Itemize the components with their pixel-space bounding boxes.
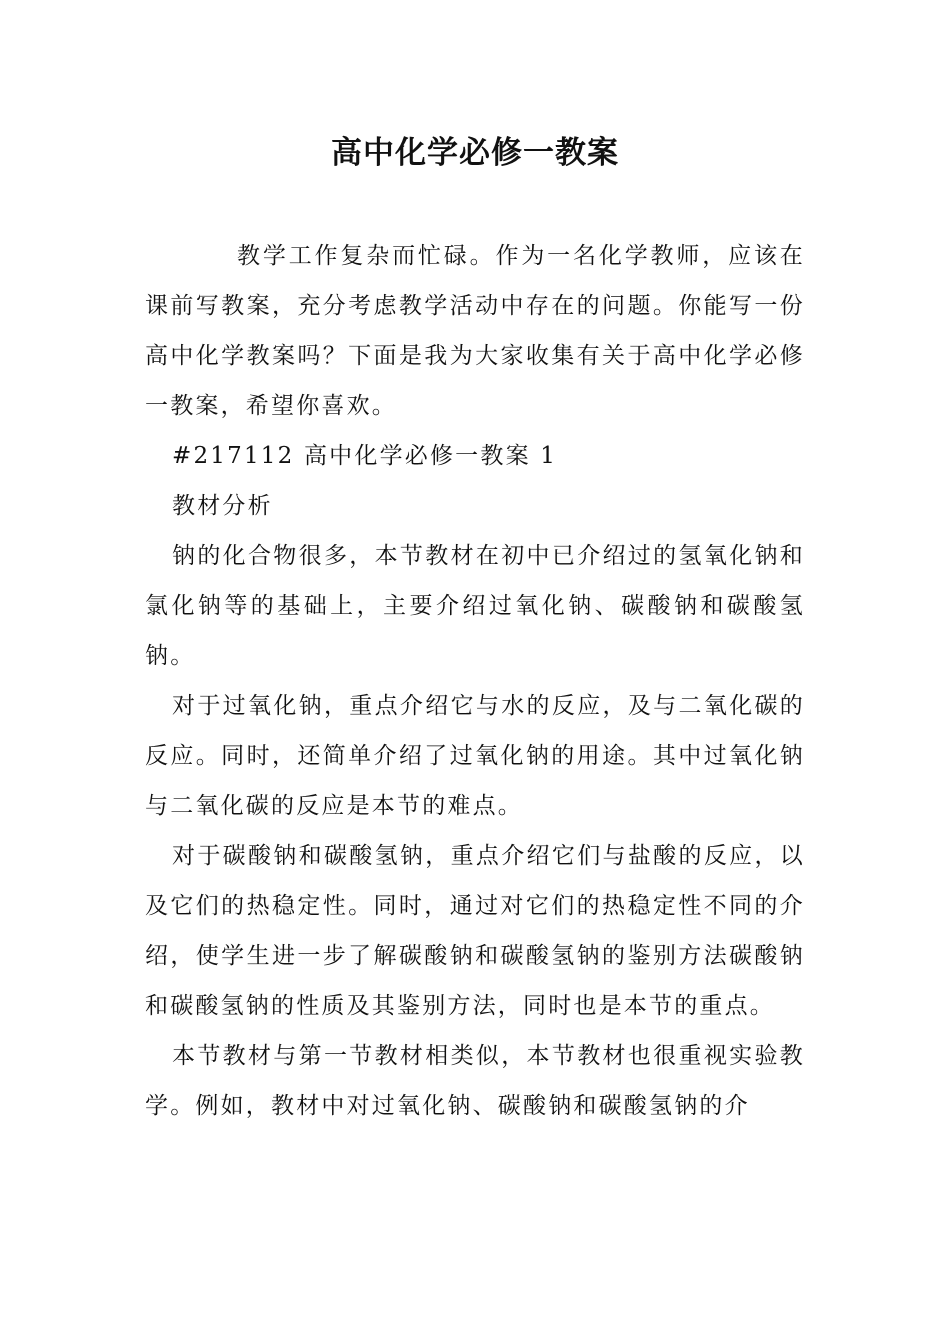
body-paragraph: 本节教材与第一节教材相类似，本节教材也很重视实验教学。例如，教材中对过氧化钠、碳酸钠和碳酸氢钠的介 [145, 1043, 805, 1119]
intro-paragraph: 教学工作复杂而忙碌。作为一名化学教师，应该在课前写教案，充分考虑教学活动中存在的问题。你能写一份高中化学教案吗？下面是我为大家收集有关于高中化学必修一教案，希望你喜欢。 [145, 243, 805, 419]
document-title: 高中化学必修一教案 [331, 135, 619, 171]
body-paragraph: 对于过氧化钠，重点介绍它与水的反应，及与二氧化碳的反应。同时，还简单介绍了过氧化钠的用途。其中过氧化钠与二氧化碳的反应是本节的难点。 [145, 693, 805, 819]
body-paragraph: 钠的化合物很多，本节教材在初中已介绍过的氢氧化钠和氯化钠等的基础上，主要介绍过氧化钠、碳酸钠和碳酸氢钠。 [145, 543, 805, 669]
subheading: 教材分析 [172, 493, 273, 519]
section-heading: #217112 高中化学必修一教案 1 [172, 443, 558, 469]
document-body [145, 231, 805, 1131]
body-paragraph: 对于碳酸钠和碳酸氢钠，重点介绍它们与盐酸的反应，以及它们的热稳定性。同时，通过对它们的热稳定性不同的介绍，使学生进一步了解碳酸钠和碳酸氢钠的鉴别方法碳酸钠和碳酸氢钠的性质及其鉴别方法，同时也是本节的重点。 [145, 843, 805, 1019]
